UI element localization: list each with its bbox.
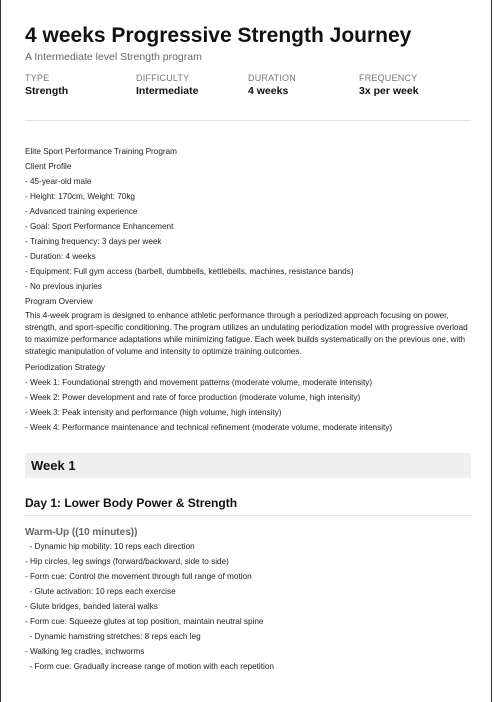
warmup-list [25, 539, 471, 674]
program-heading: Elite Sport Performance Training Program [25, 147, 177, 156]
warmup-item: - Dynamic hip mobility: 10 reps each direction [25, 542, 195, 551]
meta-type-label: TYPE [25, 73, 50, 83]
periodization-item: - Week 3: Peak intensity and performance (high volume, high intensity) [25, 408, 282, 417]
client-profile-item: - Training frequency: 3 days per week [25, 237, 162, 246]
meta-frequency-label: FREQUENCY [359, 73, 418, 83]
warmup-item: - Dynamic hamstring stretches: 8 reps each leg [25, 632, 201, 641]
page-border-left [0, 0, 1, 702]
program-title: 4 weeks Progressive Strength Journey [25, 24, 412, 47]
header-divider [25, 120, 471, 121]
meta-duration [248, 73, 296, 97]
client-profile-item: - Goal: Sport Performance Enhancement [25, 222, 174, 231]
overview-paragraph: This 4-week program is designed to enhance athletic performance through a periodized approach focusing on power, strength, and sport-specific conditioning. The program utilizes an undulating periodization model with progressive overload to maximize performance adaptations while minimizing fatigue. Each week builds systematically on the previous one, with strategic manipulation of volume and intensity to optimize training outcomes. [25, 311, 468, 356]
meta-difficulty-label: DIFFICULTY [136, 73, 190, 83]
meta-frequency-value: 3x per week [359, 85, 419, 97]
overview-heading: Program Overview [25, 297, 93, 306]
client-profile-item: - No previous injuries [25, 282, 102, 291]
periodization-heading: Periodization Strategy [25, 363, 106, 372]
warmup-item: - Hip circles, leg swings (forward/backward, side to side) [25, 557, 229, 566]
warmup-item: - Glute activation: 10 reps each exercise [25, 587, 176, 596]
warmup-item: - Glute bridges, banded lateral walks [25, 602, 158, 611]
meta-type [25, 73, 68, 97]
warmup-item: - Form cue: Gradually increase range of motion with each repetition [25, 662, 274, 671]
client-profile-item: - Advanced training experience [25, 207, 138, 216]
warmup-title: Warm-Up ((10 minutes)) [25, 527, 138, 538]
warmup-item: - Form cue: Control the movement through full range of motion [25, 572, 252, 581]
client-profile-heading: Client Profile [25, 162, 72, 171]
day-title: Day 1: Lower Body Power & Strength [25, 496, 238, 510]
client-profile-item: - Equipment: Full gym access (barbell, dumbbells, kettlebells, machines, resistance bands) [25, 267, 354, 276]
meta-difficulty-value: Intermediate [136, 85, 199, 97]
periodization-item: - Week 2: Power development and rate of force production (moderate volume, high intensity) [25, 393, 361, 402]
meta-type-value: Strength [25, 85, 69, 97]
client-profile-item: - Duration: 4 weeks [25, 252, 96, 261]
day-divider [25, 515, 471, 516]
page-border-right [491, 0, 492, 702]
client-profile-item: - Height: 170cm, Weight: 70kg [25, 192, 135, 201]
program-description [25, 144, 471, 435]
week-title: Week 1 [31, 458, 76, 473]
meta-difficulty [136, 73, 198, 97]
warmup-item: - Walking leg cradles, inchworms [25, 647, 145, 656]
meta-duration-label: DURATION [248, 73, 296, 83]
meta-frequency [359, 73, 419, 97]
periodization-item: - Week 1: Foundational strength and movement patterns (moderate volume, moderate intensity) [25, 378, 373, 387]
week-section-header [25, 453, 471, 478]
warmup-item: - Form cue: Squeeze glutes at top position, maintain neutral spine [25, 617, 264, 626]
meta-duration-value: 4 weeks [248, 85, 289, 97]
program-subtitle: A Intermediate level Strength program [25, 51, 202, 63]
periodization-item: - Week 4: Performance maintenance and technical refinement (moderate volume, moderate intensity) [25, 423, 393, 432]
client-profile-item: - 45-year-old male [25, 177, 92, 186]
